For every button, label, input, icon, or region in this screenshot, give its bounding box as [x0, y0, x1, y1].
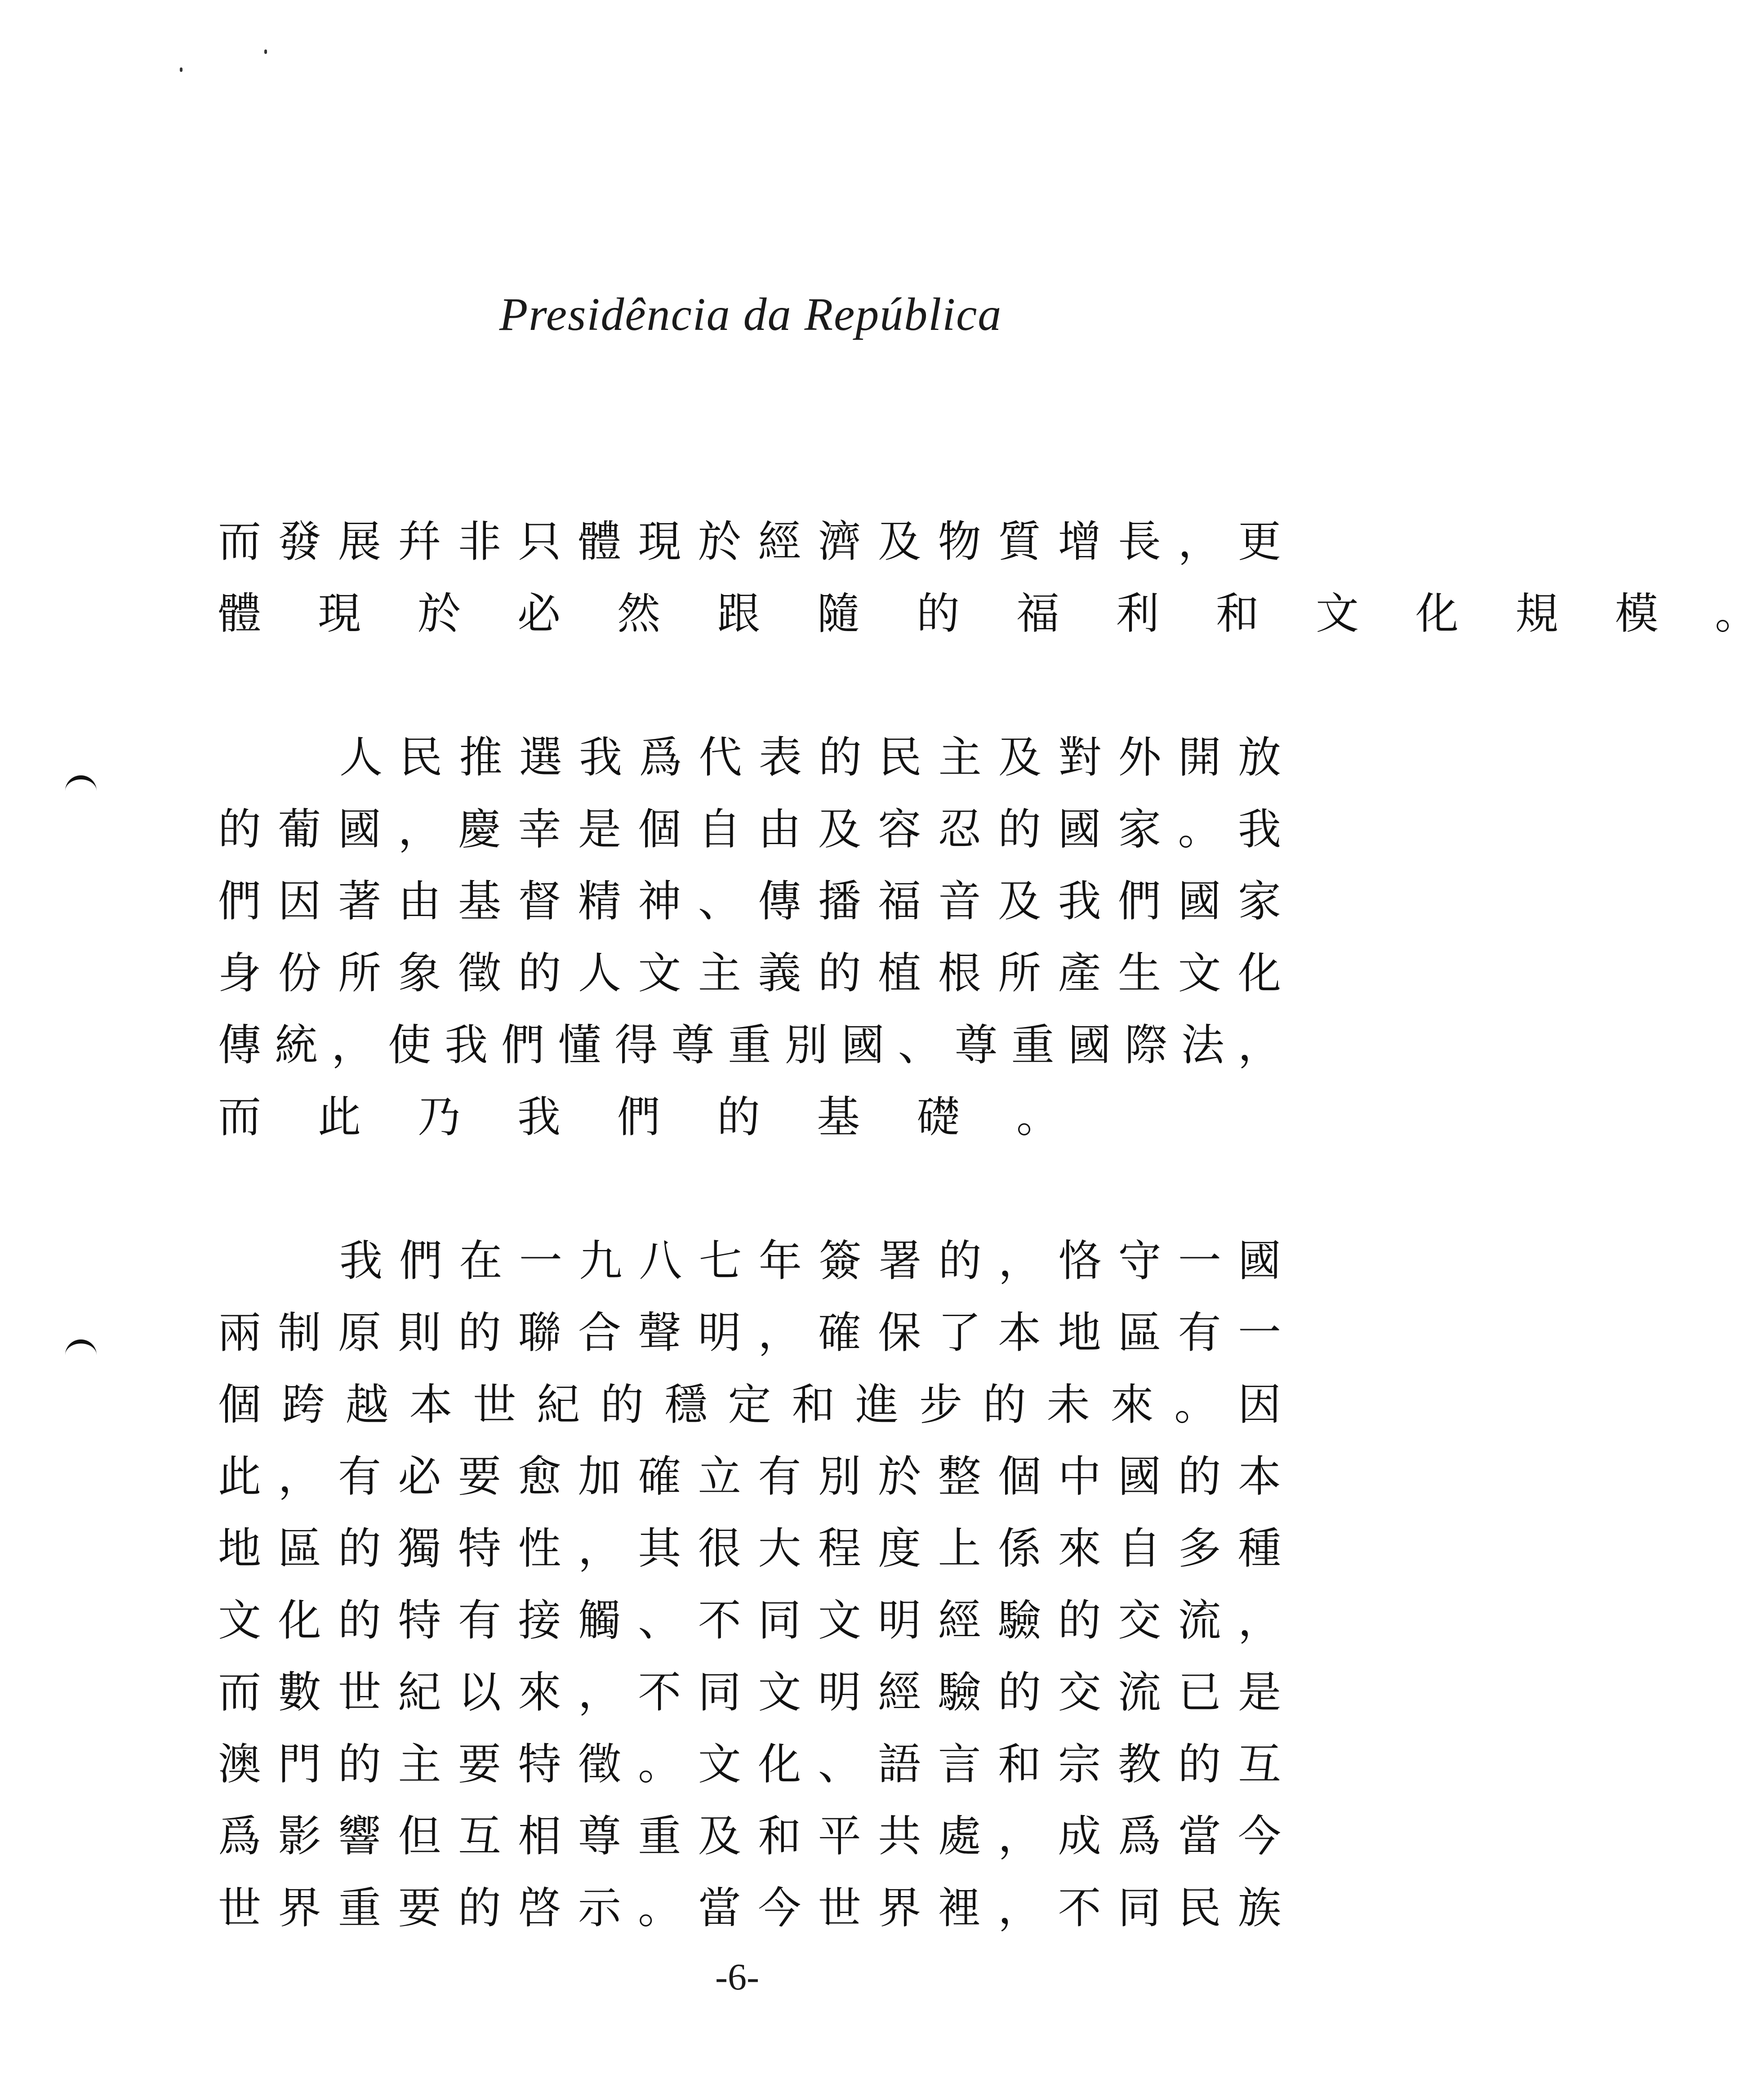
- scan-speck: [180, 67, 182, 72]
- text-line: 而 發 展 幷 非 只 體 現 於 經 濟 及 物 質 增 長 ， 更: [218, 516, 1281, 567]
- binder-punch-mark: [65, 775, 97, 797]
- text-line: 兩 制 原 則 的 聯 合 聲 明 ， 確 保 了 本 地 區 有 一: [218, 1308, 1281, 1358]
- page-number: -6-: [715, 1956, 759, 1998]
- text-line: 此 ， 有 必 要 愈 加 確 立 有 別 於 整 個 中 國 的 本: [218, 1451, 1281, 1502]
- text-line: 人 民 推 選 我 爲 代 表 的 民 主 及 對 外 開 放: [339, 732, 1281, 783]
- text-line: 體 現 於 必 然 跟 隨 的 福 利 和 文 化 規 模 。: [218, 588, 1758, 639]
- text-line: 文 化 的 特 有 接 觸 、 不 同 文 明 經 驗 的 交 流 ，: [218, 1595, 1281, 1646]
- text-line: 傳 統 ， 使 我 們 懂 得 尊 重 別 國 、 尊 重 國 際 法 ，: [218, 1020, 1281, 1070]
- text-line: 我 們 在 一 九 八 七 年 簽 署 的 ， 恪 守 一 國: [339, 1236, 1281, 1286]
- text-line: 地 區 的 獨 特 性 ， 其 很 大 程 度 上 係 來 自 多 種: [218, 1523, 1281, 1574]
- binder-punch-mark: [65, 1339, 97, 1361]
- text-line: 們 因 著 由 基 督 精 神 、 傳 播 福 音 及 我 們 國 家: [218, 876, 1281, 926]
- document-body: [218, 506, 1758, 2016]
- text-line: 澳 門 的 主 要 特 徵 。 文 化 、 語 言 和 宗 教 的 互: [218, 1739, 1281, 1789]
- text-line: 世 界 重 要 的 啓 示 。 當 今 世 界 裡 ， 不 同 民 族: [218, 1883, 1281, 1933]
- text-line: 爲 影 響 但 互 相 尊 重 及 和 平 共 處 ， 成 爲 當 今: [218, 1811, 1281, 1861]
- text-line: 個 跨 越 本 世 紀 的 穩 定 和 進 步 的 未 來 。 因: [218, 1379, 1281, 1430]
- letterhead-title: Presidência da República: [499, 289, 1002, 340]
- text-line: 的 葡 國 ， 慶 幸 是 個 自 由 及 容 忍 的 國 家 。 我: [218, 804, 1281, 854]
- text-line: 而 此 乃 我 們 的 基 礎 。: [218, 1092, 1059, 1142]
- paragraph: [218, 1225, 1281, 1944]
- paragraph: [218, 506, 1758, 650]
- scan-speck: [264, 49, 267, 54]
- text-line: 身 份 所 象 徵 的 人 文 主 義 的 植 根 所 產 生 文 化: [218, 948, 1281, 998]
- paragraph: [218, 721, 1281, 1153]
- text-line: 而 數 世 紀 以 來 ， 不 同 文 明 經 驗 的 交 流 已 是: [218, 1667, 1281, 1717]
